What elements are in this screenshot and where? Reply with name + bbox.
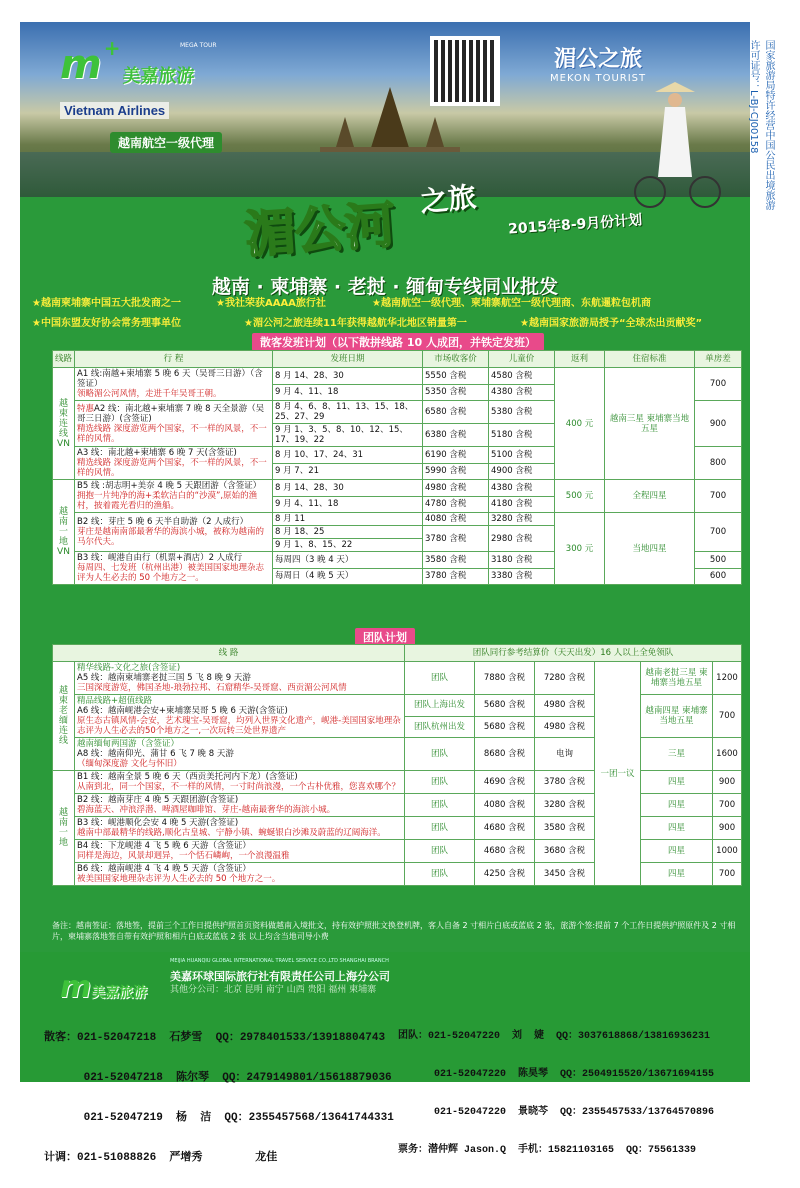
mekon-en: MEKON TOURIST — [550, 73, 647, 84]
col-hotel: 住宿标准 — [605, 351, 695, 368]
date-cell: 8 月 18、25 — [273, 526, 423, 539]
date-cell: 每周四（3 晚 4 天） — [273, 552, 423, 569]
date-cell: 每周日（4 晚 5 天） — [273, 568, 423, 585]
scatter-section-title: 散客发班计划（以下散拼线路 10 人成团，并铁定发班） — [252, 333, 544, 351]
price-cell: 4680 含税 — [475, 817, 535, 840]
rebate-cell: 400 元 — [555, 368, 605, 480]
date-cell: 9 月 4、11、18 — [273, 496, 423, 513]
date-cell: 9 月 4、11、18 — [273, 384, 423, 401]
price-cell: 5990 含税 — [423, 463, 489, 480]
group-section-title: 团队计划 — [355, 628, 415, 646]
child-price-cell: 3380 含税 — [489, 568, 555, 585]
group-label: 越柬连线VN — [53, 368, 75, 480]
trip-name: B4 线：下龙岘港 4 飞 5 晚 6 天游（含签证） — [77, 841, 251, 851]
flyer — [20, 22, 750, 1164]
trip-name: A8 线：越南仰光、蒲甘 6 飞 7 晚 8 天游 — [77, 749, 234, 759]
price-cell: 3780 含税 — [423, 568, 489, 585]
trip-cell — [75, 401, 273, 447]
type-cell: 团队 — [405, 794, 475, 817]
col-single: 单房差 — [695, 351, 742, 368]
trip-desc: 从南到北，同一个国家，不一样的风情，一寸时尚浪漫，一个古朴优雅，您喜欢哪个？ — [77, 782, 401, 792]
child-price-cell: 5100 含税 — [489, 447, 555, 464]
trip-cell — [75, 480, 273, 513]
date-cell: 9 月 7、21 — [273, 463, 423, 480]
trip-cell — [75, 817, 405, 840]
table-header — [53, 645, 742, 662]
highlight: ★我社荣获AAAA旅行社 — [216, 298, 326, 309]
child-price-cell: 4580 含税 — [489, 368, 555, 385]
trip-desc: 芽庄是越南南部最奢华的海滨小城，被称为越南的马尔代夫。 — [77, 527, 265, 547]
price-cell: 4080 含税 — [475, 794, 535, 817]
child-price-cell: 3280 含税 — [535, 794, 595, 817]
rebate-cell: 300 元 — [555, 513, 605, 585]
price-cell: 5350 含税 — [423, 384, 489, 401]
col-price-ref: 团队同行参考结算价（天天出发）16 人以上全免领队 — [405, 645, 742, 662]
contact-line: 票务：潜仲辉 Jason.Q 手机：15821103165 QQ：75561339 — [398, 1145, 697, 1156]
date-cell: 8 月 11 — [273, 513, 423, 526]
logo-name: 美嘉旅游 — [122, 66, 195, 87]
remarks-note: 备注：越南签证：落地签，提前三个工作日提供护照首页资料做越南入境批文，持有效护照批文换登机牌，客人自备 2 寸相片白底或蓝底 2 张，旅游个签:提前 7 个工作日提供护照原件及 2 寸相片，柬埔寨落地签自带有效护照和相片白底或蓝底 2 张 以上均含当地司导小费 — [52, 921, 736, 941]
price-cell: 3580 含税 — [423, 552, 489, 569]
trip-desc: 同样是海边，风景却迥异，一个恬石嶙峋，一个浪漫温雅 — [77, 851, 290, 861]
date-cell: 8 月 14、28、30 — [273, 480, 423, 497]
single-cell: 800 — [695, 447, 742, 480]
trip-cell — [75, 771, 405, 794]
trip-cell — [75, 552, 273, 585]
hotel-cell: 越南老挝三星 柬埔寨当地五星 — [641, 662, 713, 695]
date-cell: 9 月 1、3、5、8、10、12、15、17、19、22 — [273, 424, 423, 447]
trip-tag: 精华线路-文化之旅(含签证) — [77, 663, 181, 673]
trip-name: B2 线：芽庄 5 晚 6 天半自助游（2 人成行） — [77, 517, 249, 527]
company-name: 美嘉环球国际旅行社有限责任公司上海分公司 — [170, 970, 390, 983]
price-cell: 4250 含税 — [475, 863, 535, 886]
trip-cell — [75, 662, 405, 695]
license-text: 国家旅游局特许经营中国公民出境旅游 — [763, 40, 774, 210]
trip-name: B1 线：越南全景 5 晚 6 天（西贡美托河内下龙）(含签证) — [77, 772, 298, 782]
group-table — [52, 644, 742, 886]
highlight: ★湄公河之旅连续11年获得越航华北地区销量第一 — [244, 318, 467, 329]
trip-name: A6 线：越南岘港会安+柬埔寨吴哥 5 晚 6 天游(含签证) — [77, 706, 288, 716]
rebate-cell: 一团一议 — [595, 662, 641, 886]
child-price-cell: 2980 含税 — [489, 526, 555, 552]
company-en: MEIJIA HUANQIU GLOBAL INTERNATIONAL TRAVEL SERVICE CO.,LTD SHANGHAI BRANCH — [170, 958, 389, 964]
trip-name: A5 线：越南柬埔寨老挝三国 5 飞 8 晚 9 天游 — [77, 673, 251, 683]
price-cell: 8680 含税 — [475, 738, 535, 771]
title-date: 2015年8-9月份计划 — [507, 212, 643, 238]
price-cell: 6190 含税 — [423, 447, 489, 464]
type-cell: 团队 — [405, 738, 475, 771]
type-cell: 团队上海出发 — [405, 695, 475, 717]
highlight: ★越南航空一级代理、柬埔寨航空一级代理商、东航暹粒包机商 — [372, 298, 651, 309]
hero-banner — [20, 22, 750, 197]
logo-plus: + — [103, 36, 121, 60]
col-trip: 行 程 — [75, 351, 273, 368]
trip-desc: 三国深度游览，佛国圣地-琅勃拉邦、石窟精华-吴哥窟、西贡湄公河风情 — [77, 683, 347, 693]
logo-m: m — [60, 970, 92, 1005]
contact-line: 021-52047219 杨 洁 QQ：2355457568/13641744331 — [44, 1112, 394, 1124]
type-cell: 团队 — [405, 817, 475, 840]
col-route: 线 路 — [53, 645, 405, 662]
child-price-cell: 3680 含税 — [535, 840, 595, 863]
footer-logo — [60, 970, 147, 1005]
contact-line: 计调：021-51088826 严增秀 龙佳 — [44, 1152, 278, 1164]
hotel-cell: 三星 — [641, 738, 713, 771]
col-child: 儿童价 — [489, 351, 555, 368]
contact-line: 散客：021-52047218 石梦雪 QQ：2978401533/13918804743 — [44, 1032, 386, 1044]
hotel-cell: 四星 — [641, 794, 713, 817]
trip-desc: 每周四、七发班（杭州出港）被美国国家地理杂志评为人生必去的 50 个地方之一。 — [77, 563, 265, 583]
trip-cell — [75, 447, 273, 480]
price-cell: 5680 含税 — [475, 716, 535, 738]
price-cell: 4680 含税 — [475, 840, 535, 863]
trip-desc: 拥抱一片纯净的海+柔软洁白的“沙漠”,原始的渔村，披着霞光看归的渔船。 — [77, 491, 258, 511]
highlight: ★越南国家旅游局授予“全球杰出贡献奖” — [520, 318, 703, 329]
group-label: 越南一地VN — [53, 480, 75, 585]
price-cell: 6580 含税 — [423, 401, 489, 424]
trip-cell — [75, 368, 273, 401]
logo-en: MEGA TOUR — [180, 42, 217, 49]
single-cell: 1600 — [713, 738, 742, 771]
child-price-cell: 3180 含税 — [489, 552, 555, 569]
group-label: 越柬老缅连线 — [53, 662, 75, 771]
hotel-cell: 四星 — [641, 840, 713, 863]
contact-line: 021-52047220 陈昊琴 QQ：2504915520/13671694155 — [398, 1069, 715, 1080]
single-cell: 500 — [695, 552, 742, 569]
table-row — [53, 368, 742, 385]
price-cell: 4080 含税 — [423, 513, 489, 526]
mekon-logo — [550, 42, 646, 84]
col-dates: 发班日期 — [273, 351, 423, 368]
airline-agent-badge: 越南航空一级代理 — [110, 132, 222, 153]
highlight: ★越南柬埔寨中国五大批发商之一 — [32, 298, 181, 309]
highlight: ★中国东盟友好协会常务理事单位 — [32, 318, 181, 329]
date-cell: 8 月 10、17、24、31 — [273, 447, 423, 464]
col-price: 市场收客价 — [423, 351, 489, 368]
child-price-cell: 7280 含税 — [535, 662, 595, 695]
child-price-cell: 4980 含税 — [535, 695, 595, 717]
trip-name: B2 线：越南芽庄 4 晚 5 天跟团游(含签证) — [77, 795, 239, 805]
price-cell: 4780 含税 — [423, 496, 489, 513]
branches: 其他分公司：北京 昆明 南宁 山西 贵阳 福州 柬埔寨 — [170, 985, 377, 995]
contact-line: 团队：021-52047220 刘 婕 QQ：3037618868/13816936231 — [398, 1031, 711, 1042]
trip-name: B3 线：岘港自由行（机票+酒店）2 人成行 — [77, 553, 243, 563]
contacts-left — [44, 1004, 394, 1188]
price-cell: 3780 含税 — [423, 526, 489, 552]
table-row — [53, 513, 742, 526]
group-label: 越南一地 — [53, 771, 75, 886]
hotel-cell: 全程四星 — [605, 480, 695, 513]
mega-tour-logo — [60, 36, 195, 88]
date-cell: 9 月 1、8、15、22 — [273, 539, 423, 552]
trip-cell — [75, 863, 405, 886]
trip-desc: 被美国国家地理杂志评为人生必去的 50 个地方之一。 — [77, 874, 281, 884]
main-title: 湄公河 — [243, 195, 398, 265]
child-price-cell: 4180 含税 — [489, 496, 555, 513]
trip-name: A2 线：南北越+柬埔寨 7 晚 8 天全景游（吴哥三日游）(含签证) — [77, 403, 265, 424]
single-cell: 600 — [695, 568, 742, 585]
child-price-cell: 5380 含税 — [489, 401, 555, 424]
child-price-cell: 4900 含税 — [489, 463, 555, 480]
price-cell: 5680 含税 — [475, 695, 535, 717]
logo-m: m — [60, 42, 102, 88]
rebate-cell: 500 元 — [555, 480, 605, 513]
single-cell: 700 — [695, 513, 742, 552]
single-cell: 1200 — [713, 662, 742, 695]
hotel-cell: 四星 — [641, 863, 713, 886]
trip-cell — [75, 513, 273, 552]
price-cell: 4690 含税 — [475, 771, 535, 794]
trip-cell — [75, 695, 405, 738]
date-cell: 8 月 4、6、8、11、13、15、18、25、27、29 — [273, 401, 423, 424]
table-row — [53, 480, 742, 497]
price-cell: 6380 含税 — [423, 424, 489, 447]
trip-desc: 精选线路 深度游览两个国家，不一样的风景，不一样的风情。 — [77, 423, 267, 444]
trip-tag: 特惠 — [77, 403, 95, 414]
trip-desc: 领略湄公河风情，走进千年吴哥王朝。 — [77, 389, 222, 399]
child-price-cell: 电询 — [535, 738, 595, 771]
child-price-cell: 5180 含税 — [489, 424, 555, 447]
type-cell: 团队 — [405, 863, 475, 886]
table-header — [53, 351, 742, 368]
trip-cell — [75, 840, 405, 863]
scatter-table — [52, 350, 742, 585]
child-price-cell: 3450 含税 — [535, 863, 595, 886]
child-price-cell: 3580 含税 — [535, 817, 595, 840]
qr-code-icon — [430, 36, 500, 106]
single-cell: 700 — [713, 863, 742, 886]
single-cell: 700 — [713, 695, 742, 738]
type-cell: 团队杭州出发 — [405, 716, 475, 738]
mekon-cn: 湄公之旅 — [554, 47, 643, 72]
trip-name: B5 线 :胡志明+美奈 4 晚 5 天跟团游（含签证） — [77, 481, 262, 491]
license-number: 许可证号：L-BJ-CJ00158 — [748, 40, 759, 154]
hotel-cell: 越南三星 柬埔寨当地五星 — [605, 368, 695, 480]
hotel-cell: 四星 — [641, 817, 713, 840]
contact-line: 021-52047218 陈尔琴 QQ：2479149801/15618879036 — [44, 1072, 392, 1084]
child-price-cell: 3780 含税 — [535, 771, 595, 794]
single-cell: 700 — [713, 794, 742, 817]
trip-desc: 原生态古镇风情-会安，艺术瑰宝-吴哥窟，均列入世界文化遗产，岘港-美国国家地理杂志评为人生必去的50个地方之一,一次玩转三处世界遗产 — [77, 716, 401, 736]
child-price-cell: 3280 含税 — [489, 513, 555, 526]
type-cell: 团队 — [405, 662, 475, 695]
child-price-cell: 4380 含税 — [489, 384, 555, 401]
trip-name: B6 线：越南岘港 4 飞 4 晚 5 天游（含签证） — [77, 864, 251, 874]
trip-cell — [75, 794, 405, 817]
date-cell: 8 月 14、28、30 — [273, 368, 423, 385]
woman-bicycle-icon — [620, 82, 730, 212]
trip-name: A1 线:南越+柬埔寨 5 晚 6 天（吴哥三日游）（含签证） — [77, 369, 263, 389]
footer — [20, 952, 750, 1164]
hotel-cell: 越南四星 柬埔寨当地五星 — [641, 695, 713, 738]
trip-tag: 越南缅甸两国游（含签证） — [77, 739, 180, 749]
single-cell: 900 — [695, 401, 742, 447]
contact-line: 021-52047220 景晓芩 QQ：2355457533/13764570896 — [398, 1107, 715, 1118]
child-price-cell: 4380 含税 — [489, 480, 555, 497]
type-cell: 团队 — [405, 771, 475, 794]
child-price-cell: 4980 含税 — [535, 716, 595, 738]
price-cell: 7880 含税 — [475, 662, 535, 695]
single-cell: 900 — [713, 771, 742, 794]
trip-desc: 越南中部最精华的线路,顺化古皇城、宁静小镇、蜿蜒银白沙滩及蔚蓝的辽阔海洋。 — [77, 828, 386, 838]
col-route: 线路 — [53, 351, 75, 368]
price-cell: 5550 含税 — [423, 368, 489, 385]
trip-name: A3 线：南北越+柬埔寨 6 晚 7 天(含签证) — [77, 448, 237, 458]
trip-desc: （缅甸深度游 文化与怀旧） — [77, 759, 182, 769]
logo-name: 美嘉旅游 — [91, 985, 148, 1001]
contacts-right — [398, 1004, 714, 1178]
trip-desc: 精选线路 深度游览两个国家，不一样的风景，不一样的风情。 — [77, 458, 267, 478]
table-row — [53, 662, 742, 695]
title-suffix: 之旅 — [418, 180, 478, 219]
subtitle: 越南 · 柬埔寨 · 老挝 · 缅甸专线同业批发 — [211, 276, 559, 298]
trip-desc: 碧海蓝天、冲浪浮潜、啤酒屋咖啡馆、芽庄-越南最奢华的海滨小城。 — [77, 805, 336, 815]
trip-tag: 精品线路+超值线路 — [77, 696, 153, 706]
trip-cell — [75, 738, 405, 771]
single-cell: 700 — [695, 480, 742, 513]
single-cell: 1000 — [713, 840, 742, 863]
single-cell: 700 — [695, 368, 742, 401]
type-cell: 团队 — [405, 840, 475, 863]
hotel-cell: 四星 — [641, 771, 713, 794]
col-rebate: 返利 — [555, 351, 605, 368]
price-cell: 4980 含税 — [423, 480, 489, 497]
single-cell: 900 — [713, 817, 742, 840]
vietnam-airlines-logo: Vietnam Airlines — [60, 102, 169, 119]
trip-name: B3 线：岘港顺化会安 4 晚 5 天游(含签证) — [77, 818, 239, 828]
hotel-cell: 当地四星 — [605, 513, 695, 585]
